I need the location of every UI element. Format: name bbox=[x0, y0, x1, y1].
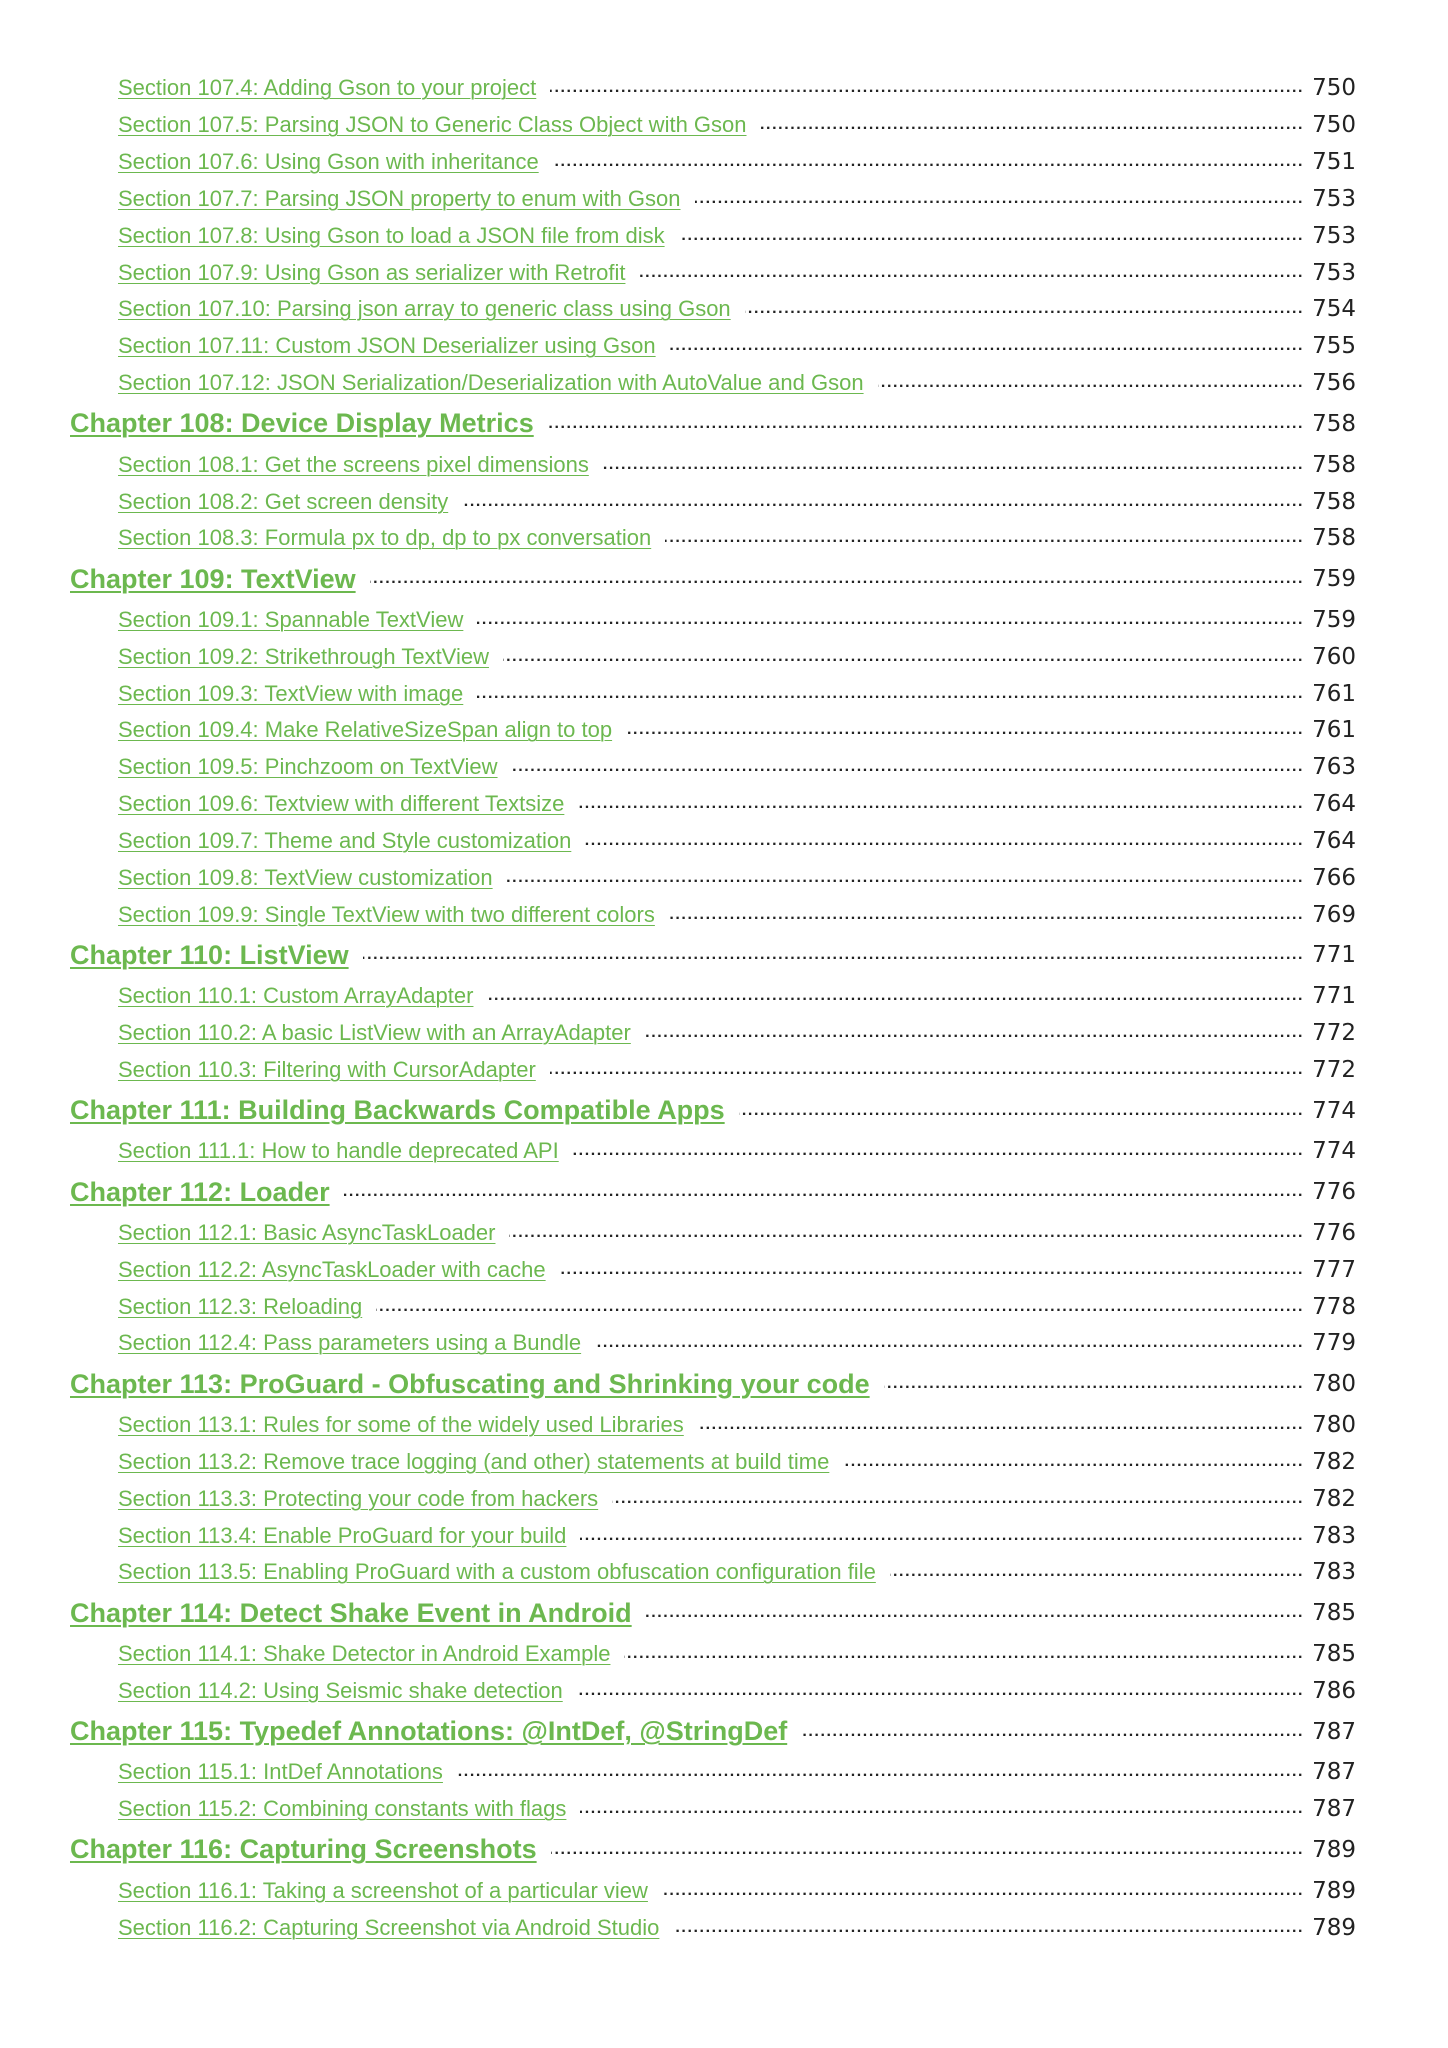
page-number: 759 bbox=[1312, 566, 1356, 593]
toc-section-row bbox=[0, 1909, 1448, 1946]
toc-section-row bbox=[0, 1407, 1448, 1444]
page-number: 787 bbox=[1312, 1759, 1356, 1786]
toc-section-row bbox=[0, 786, 1448, 823]
dot-leader bbox=[509, 1222, 1304, 1244]
dot-leader bbox=[695, 188, 1305, 210]
page-number: 761 bbox=[1312, 717, 1356, 744]
page-number: 782 bbox=[1312, 1485, 1356, 1512]
page-number: 774 bbox=[1312, 1138, 1356, 1165]
dot-leader bbox=[739, 1100, 1304, 1122]
toc-section-row bbox=[0, 1480, 1448, 1517]
page-number: 780 bbox=[1312, 1412, 1356, 1439]
toc-section-row bbox=[0, 328, 1448, 365]
dot-leader bbox=[580, 1525, 1304, 1547]
section-link[interactable]: Section 107.11: Custom JSON Deserializer using Gson bbox=[118, 333, 656, 359]
page-number: 776 bbox=[1312, 1219, 1356, 1246]
chapter-link[interactable]: Chapter 110: ListView bbox=[70, 939, 349, 970]
chapter-link[interactable]: Chapter 112: Loader bbox=[70, 1176, 330, 1207]
section-link[interactable]: Section 107.9: Using Gson as serializer with Retrofit bbox=[118, 259, 626, 285]
toc-section-row bbox=[0, 1325, 1448, 1362]
section-link[interactable]: Section 109.5: Pinchzoom on TextView bbox=[118, 754, 498, 780]
page-number: 755 bbox=[1312, 333, 1356, 360]
page-number: 764 bbox=[1312, 827, 1356, 854]
section-link[interactable]: Section 109.1: Spannable TextView bbox=[118, 606, 464, 632]
section-link[interactable]: Section 107.5: Parsing JSON to Generic Class Object with Gson bbox=[118, 112, 747, 138]
dot-leader bbox=[551, 1839, 1304, 1861]
section-link[interactable]: Section 114.2: Using Seismic shake detection bbox=[118, 1677, 563, 1703]
page-number: 759 bbox=[1312, 606, 1356, 633]
dot-leader bbox=[890, 1561, 1304, 1583]
page-number: 761 bbox=[1312, 680, 1356, 707]
page-number: 758 bbox=[1312, 451, 1356, 478]
section-link[interactable]: Section 110.3: Filtering with CursorAdapter bbox=[118, 1056, 536, 1082]
page-number: 760 bbox=[1312, 643, 1356, 670]
dot-leader bbox=[376, 1296, 1304, 1318]
section-link[interactable]: Section 111.1: How to handle deprecated API bbox=[118, 1138, 559, 1164]
section-link[interactable]: Section 114.1: Shake Detector in Android Example bbox=[118, 1640, 611, 1666]
table-of-contents bbox=[0, 70, 1448, 1946]
toc-chapter-row bbox=[0, 557, 1448, 602]
section-link[interactable]: Section 113.3: Protecting your code from hackers bbox=[118, 1485, 599, 1511]
section-link[interactable]: Section 113.1: Rules for some of the widely used Libraries bbox=[118, 1412, 684, 1438]
toc-chapter-row bbox=[0, 1828, 1448, 1873]
dot-leader bbox=[580, 1798, 1304, 1820]
dot-leader bbox=[884, 1373, 1304, 1395]
page-number: 753 bbox=[1312, 222, 1356, 249]
page-number: 750 bbox=[1312, 112, 1356, 139]
section-link[interactable]: Section 113.2: Remove trace logging (and other) statements at build time bbox=[118, 1448, 830, 1474]
section-link[interactable]: Section 107.12: JSON Serialization/Deserialization with AutoValue and Gson bbox=[118, 370, 864, 396]
dot-leader bbox=[801, 1721, 1304, 1743]
toc-section-row bbox=[0, 254, 1448, 291]
section-link[interactable]: Section 110.1: Custom ArrayAdapter bbox=[118, 983, 474, 1009]
toc-section-row bbox=[0, 1443, 1448, 1480]
section-link[interactable]: Section 115.1: IntDef Annotations bbox=[118, 1759, 443, 1785]
page-number: 789 bbox=[1312, 1836, 1356, 1863]
toc-section-row bbox=[0, 144, 1448, 181]
page-number: 758 bbox=[1312, 410, 1356, 437]
chapter-link[interactable]: Chapter 116: Capturing Screenshots bbox=[70, 1834, 537, 1865]
dot-leader bbox=[673, 1917, 1304, 1939]
section-link[interactable]: Section 107.8: Using Gson to load a JSON file from disk bbox=[118, 222, 665, 248]
page-number: 778 bbox=[1312, 1293, 1356, 1320]
chapter-link[interactable]: Chapter 109: TextView bbox=[70, 563, 356, 594]
dot-leader bbox=[595, 1332, 1304, 1354]
page-number: 751 bbox=[1312, 149, 1356, 176]
toc-section-row bbox=[0, 1051, 1448, 1088]
toc-section-row bbox=[0, 70, 1448, 107]
page-number: 777 bbox=[1312, 1256, 1356, 1283]
section-link[interactable]: Section 107.4: Adding Gson to your project bbox=[118, 75, 537, 101]
toc-section-row bbox=[0, 749, 1448, 786]
toc-chapter-row bbox=[0, 1709, 1448, 1754]
dot-leader bbox=[477, 683, 1304, 705]
section-link[interactable]: Section 113.5: Enabling ProGuard with a custom obfuscation configuration file bbox=[118, 1559, 876, 1585]
toc-chapter-row bbox=[0, 1088, 1448, 1133]
toc-section-row bbox=[0, 1288, 1448, 1325]
toc-section-row bbox=[0, 1015, 1448, 1052]
chapter-link[interactable]: Chapter 115: Typedef Annotations: @IntDef, @StringDef bbox=[70, 1716, 788, 1747]
toc-section-row bbox=[0, 638, 1448, 675]
section-link[interactable]: Section 110.2: A basic ListView with an ArrayAdapter bbox=[118, 1020, 631, 1046]
section-link[interactable]: Section 107.10: Parsing json array to generic class using Gson bbox=[118, 296, 731, 322]
dot-leader bbox=[603, 454, 1304, 476]
page-number: 766 bbox=[1312, 864, 1356, 891]
dot-leader bbox=[843, 1451, 1304, 1473]
dot-leader bbox=[626, 719, 1304, 741]
chapter-link[interactable]: Chapter 113: ProGuard - Obfuscating and Shrinking your code bbox=[70, 1368, 870, 1399]
dot-leader bbox=[639, 262, 1304, 284]
toc-section-row bbox=[0, 483, 1448, 520]
toc-section-row bbox=[0, 823, 1448, 860]
page-number: 772 bbox=[1312, 1020, 1356, 1047]
page-number: 756 bbox=[1312, 370, 1356, 397]
page-number: 772 bbox=[1312, 1056, 1356, 1083]
page-number: 774 bbox=[1312, 1097, 1356, 1124]
page-number: 786 bbox=[1312, 1677, 1356, 1704]
section-link[interactable]: Section 108.2: Get screen density bbox=[118, 488, 449, 514]
dot-leader bbox=[573, 1140, 1304, 1162]
page-number: 776 bbox=[1312, 1179, 1356, 1206]
toc-section-row bbox=[0, 107, 1448, 144]
page-number: 779 bbox=[1312, 1330, 1356, 1357]
dot-leader bbox=[645, 1022, 1304, 1044]
toc-chapter-row bbox=[0, 1170, 1448, 1215]
dot-leader bbox=[665, 527, 1304, 549]
section-link[interactable]: Section 116.2: Capturing Screenshot via Android Studio bbox=[118, 1914, 660, 1940]
toc-section-row bbox=[0, 859, 1448, 896]
chapter-link[interactable]: Chapter 108: Device Display Metrics bbox=[70, 408, 534, 439]
page-number: 753 bbox=[1312, 185, 1356, 212]
page-number: 763 bbox=[1312, 754, 1356, 781]
section-link[interactable]: Section 107.6: Using Gson with inheritance bbox=[118, 149, 539, 175]
page-number: 783 bbox=[1312, 1559, 1356, 1586]
toc-section-row bbox=[0, 602, 1448, 639]
section-link[interactable]: Section 112.2: AsyncTaskLoader with cache bbox=[118, 1256, 546, 1282]
dot-leader bbox=[585, 830, 1304, 852]
dot-leader bbox=[878, 372, 1305, 394]
dot-leader bbox=[553, 151, 1304, 173]
dot-leader bbox=[761, 114, 1305, 136]
dot-leader bbox=[487, 985, 1304, 1007]
dot-leader bbox=[577, 1680, 1304, 1702]
page-number: 787 bbox=[1312, 1718, 1356, 1745]
toc-section-row bbox=[0, 181, 1448, 218]
dot-leader bbox=[477, 609, 1304, 631]
dot-leader bbox=[745, 298, 1304, 320]
toc-section-row bbox=[0, 1754, 1448, 1791]
chapter-link[interactable]: Chapter 111: Building Backwards Compatible Apps bbox=[70, 1095, 725, 1126]
page-number: 769 bbox=[1312, 901, 1356, 928]
toc-section-row bbox=[0, 1215, 1448, 1252]
toc-section-row bbox=[0, 896, 1448, 933]
section-link[interactable]: Section 112.3: Reloading bbox=[118, 1293, 363, 1319]
dot-leader bbox=[550, 1059, 1304, 1081]
dot-leader bbox=[507, 867, 1304, 889]
dot-leader bbox=[370, 568, 1304, 590]
page-number: 758 bbox=[1312, 525, 1356, 552]
section-link[interactable]: Section 109.4: Make RelativeSizeSpan align to top bbox=[118, 717, 613, 743]
chapter-link[interactable]: Chapter 114: Detect Shake Event in Android bbox=[70, 1597, 632, 1628]
dot-leader bbox=[462, 491, 1304, 513]
section-link[interactable]: Section 109.7: Theme and Style customization bbox=[118, 827, 572, 853]
dot-leader bbox=[578, 793, 1304, 815]
dot-leader bbox=[457, 1761, 1304, 1783]
dot-leader bbox=[698, 1414, 1304, 1436]
page-number: 750 bbox=[1312, 75, 1356, 102]
section-link[interactable]: Section 115.2: Combining constants with flags bbox=[118, 1796, 567, 1822]
page-number: 783 bbox=[1312, 1522, 1356, 1549]
dot-leader bbox=[550, 77, 1304, 99]
toc-section-row bbox=[0, 520, 1448, 557]
dot-leader bbox=[670, 335, 1304, 357]
page-number: 780 bbox=[1312, 1371, 1356, 1398]
section-link[interactable]: Section 109.8: TextView customization bbox=[118, 864, 493, 890]
page-number: 753 bbox=[1312, 259, 1356, 286]
toc-section-row bbox=[0, 1791, 1448, 1828]
toc-section-row bbox=[0, 446, 1448, 483]
toc-section-row bbox=[0, 1636, 1448, 1673]
page-number: 789 bbox=[1312, 1877, 1356, 1904]
page-number: 754 bbox=[1312, 296, 1356, 323]
dot-leader bbox=[503, 646, 1304, 668]
dot-leader bbox=[560, 1259, 1304, 1281]
section-link[interactable]: Section 107.7: Parsing JSON property to enum with Gson bbox=[118, 185, 681, 211]
toc-section-row bbox=[0, 1672, 1448, 1709]
toc-chapter-row bbox=[0, 402, 1448, 447]
section-link[interactable]: Section 112.1: Basic AsyncTaskLoader bbox=[118, 1219, 496, 1245]
section-link[interactable]: Section 113.4: Enable ProGuard for your build bbox=[118, 1522, 567, 1548]
section-link[interactable]: Section 109.3: TextView with image bbox=[118, 680, 464, 706]
dot-leader bbox=[624, 1643, 1304, 1665]
section-link[interactable]: Section 109.6: Textview with different Textsize bbox=[118, 791, 565, 817]
toc-section-row bbox=[0, 1517, 1448, 1554]
dot-leader bbox=[512, 756, 1305, 778]
page-number: 771 bbox=[1312, 942, 1356, 969]
dot-leader bbox=[548, 413, 1304, 435]
toc-section-row bbox=[0, 1872, 1448, 1909]
dot-leader bbox=[363, 944, 1304, 966]
toc-section-row bbox=[0, 1251, 1448, 1288]
toc-section-row bbox=[0, 1554, 1448, 1591]
dot-leader bbox=[679, 225, 1304, 247]
dot-leader bbox=[344, 1181, 1305, 1203]
toc-section-row bbox=[0, 217, 1448, 254]
section-link[interactable]: Section 109.2: Strikethrough TextView bbox=[118, 643, 489, 669]
toc-section-row bbox=[0, 365, 1448, 402]
dot-leader bbox=[662, 1880, 1304, 1902]
toc-section-row bbox=[0, 712, 1448, 749]
section-link[interactable]: Section 112.4: Pass parameters using a Bundle bbox=[118, 1330, 582, 1356]
dot-leader bbox=[612, 1488, 1304, 1510]
toc-section-row bbox=[0, 978, 1448, 1015]
section-link[interactable]: Section 109.9: Single TextView with two different colors bbox=[118, 901, 655, 927]
page-number: 789 bbox=[1312, 1914, 1356, 1941]
dot-leader bbox=[669, 904, 1304, 926]
page-number: 785 bbox=[1312, 1640, 1356, 1667]
page-number: 782 bbox=[1312, 1448, 1356, 1475]
toc-chapter-row bbox=[0, 933, 1448, 978]
toc-chapter-row bbox=[0, 1362, 1448, 1407]
page-number: 785 bbox=[1312, 1600, 1356, 1627]
page-number: 758 bbox=[1312, 488, 1356, 515]
toc-section-row bbox=[0, 1133, 1448, 1170]
section-link[interactable]: Section 108.3: Formula px to dp, dp to px conversation bbox=[118, 525, 652, 551]
page-number: 764 bbox=[1312, 791, 1356, 818]
toc-section-row bbox=[0, 291, 1448, 328]
toc-section-row bbox=[0, 675, 1448, 712]
dot-leader bbox=[646, 1602, 1304, 1624]
section-link[interactable]: Section 116.1: Taking a screenshot of a particular view bbox=[118, 1877, 648, 1903]
page-number: 771 bbox=[1312, 983, 1356, 1010]
section-link[interactable]: Section 108.1: Get the screens pixel dimensions bbox=[118, 451, 589, 477]
toc-chapter-row bbox=[0, 1591, 1448, 1636]
page-number: 787 bbox=[1312, 1796, 1356, 1823]
